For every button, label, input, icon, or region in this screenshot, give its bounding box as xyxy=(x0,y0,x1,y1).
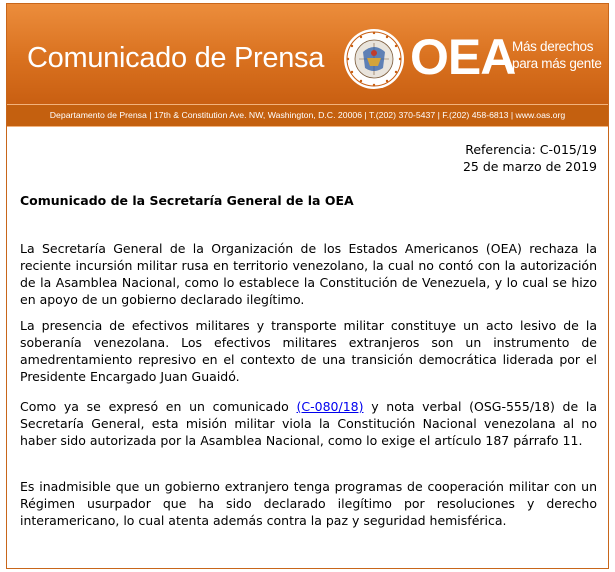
reference-number: Referencia: C-015/19 xyxy=(465,142,597,157)
oas-seal-icon xyxy=(343,28,405,90)
paragraph-2: La presencia de efectivos militares y transporte militar constituye un acto lesivo de la soberanía venezolana. Los efectivos militares extranjeros son un instrumento de amedrentamiento represivo en el contexto de una transición democrática liderada por el Presidente Encargado Juan Guaidó. xyxy=(20,318,597,384)
oea-logo: OEA xyxy=(410,29,516,85)
paragraph-3-rest: y nota verbal (OSG-555/18) de la Secretaría General, esta misión militar viola la Constitución Nacional venezolana al no haber sido autorizada por la Asamblea Nacional, como lo exige el artículo 187 párrafo 11. xyxy=(20,399,597,448)
header-banner xyxy=(7,4,608,104)
banner-title: Comunicado de Prensa xyxy=(27,42,325,74)
tagline-line-2: para más gente xyxy=(512,56,602,71)
address-bar: Departamento de Prensa | 17th & Constitution Ave. NW, Washington, D.C. 20006 | T.(202) 370-5437 | F.(202) 458-6813 | www.oas.org xyxy=(7,104,608,127)
paragraph-3-lead: Como ya se expresó en un comunicado xyxy=(20,399,297,414)
paragraph-3 xyxy=(20,398,597,449)
release-date: 25 de marzo de 2019 xyxy=(462,159,597,174)
document-title: Comunicado de la Secretaría General de la OEA xyxy=(20,193,354,208)
paragraph-4: Es inadmisible que un gobierno extranjero tenga programas de cooperación militar con un Régimen usurpador que ha sido declarado ilegítimo por resoluciones y derecho interamericano, lo cual atenta además contra la paz y seguridad hemisférica. xyxy=(20,479,597,528)
press-release xyxy=(6,3,609,569)
communique-link[interactable]: (C-080/18) xyxy=(296,399,364,414)
tagline xyxy=(512,38,602,72)
paragraph-1: La Secretaría General de la Organización de los Estados Americanos (OEA) rechaza la reciente incursión militar rusa en territorio venezolano, la cual no contó con la autorización de la Asamblea Nacional, como lo establece la Constitución de Venezuela, y lo cual se hizo en apoyo de un gobierno declarado ilegítimo. xyxy=(20,241,597,307)
reference-block xyxy=(463,141,597,175)
tagline-line-1: Más derechos xyxy=(512,39,594,54)
